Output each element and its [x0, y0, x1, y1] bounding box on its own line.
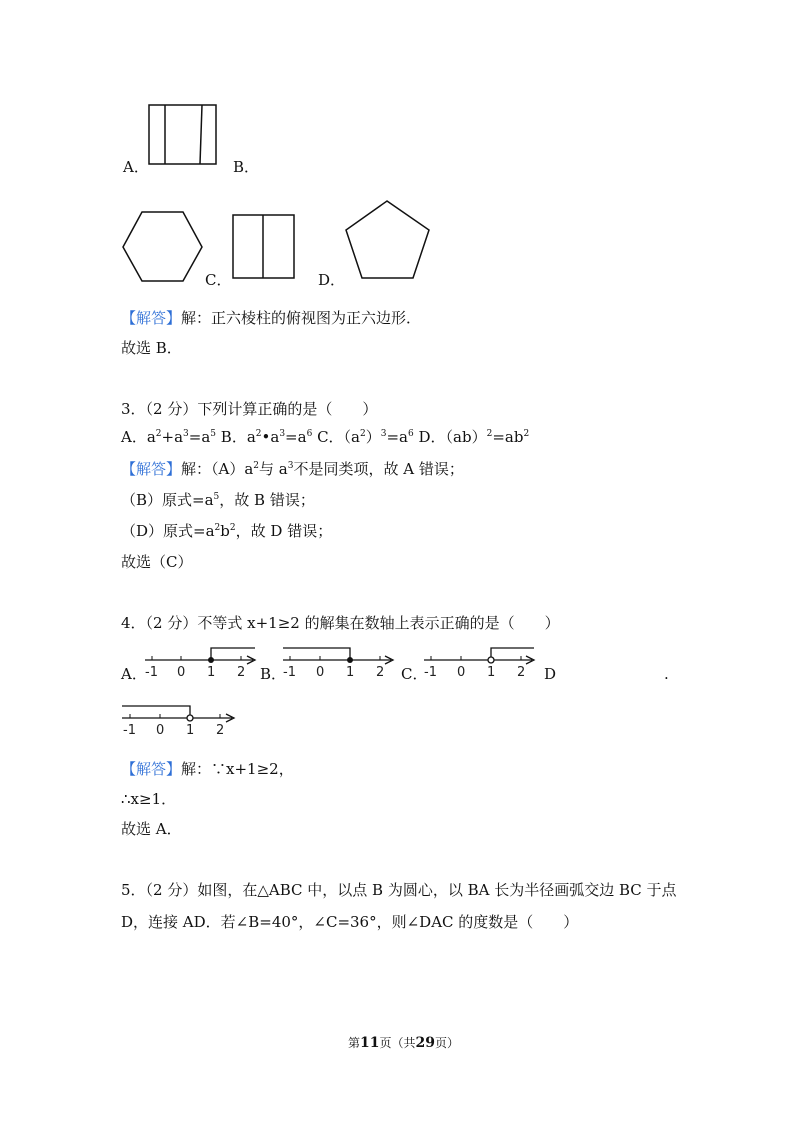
q4-answer — [121, 759, 294, 779]
answer-tag: 【解答】 — [121, 760, 182, 778]
q4-conclusion: 故选 A． — [121, 820, 182, 838]
q4-answer-line2: ∴x≥1． — [121, 790, 177, 808]
answer-text: 解：正六棱柱的俯视图为正六边形． — [181, 309, 422, 327]
number-line-c — [424, 644, 539, 678]
tick-label: 1 — [186, 723, 195, 738]
q3-conclusion: 故选（C） — [121, 553, 193, 571]
option-a-rectangle-figure — [148, 104, 218, 166]
q4-option-d-label: D — [544, 665, 557, 683]
option-d-label: D． — [318, 271, 346, 289]
tick-label: 0 — [156, 723, 165, 738]
tick-label: 2 — [237, 665, 246, 680]
q2-conclusion: 故选 B． — [121, 339, 182, 357]
tick-label: 0 — [177, 665, 186, 680]
tick-label: 1 — [346, 665, 355, 680]
page-footer: 第11页（共29页） — [348, 1035, 460, 1051]
q4-option-c-label: C． — [401, 665, 428, 683]
total-pages: 29 — [415, 1035, 435, 1051]
q4-option-d-dot: . — [664, 665, 669, 683]
option-a-label: A． — [123, 158, 149, 176]
q3-answer-line3: （D）原式$=a^2b^2$，故 D 错误； — [121, 522, 333, 540]
number-line-b — [283, 644, 398, 678]
q4-option-a-label: A． — [121, 665, 147, 683]
q3-options: A．$a^2+a^3=a^5$ B．$a^2•a^3=a^6$ C．$(a^2)^3=a^6$ D．$(ab)^2=ab^2$ — [121, 428, 530, 446]
tick-label: 2 — [517, 665, 526, 680]
tick-label: 0 — [457, 665, 466, 680]
q4-stem: 4．（2 分）不等式 x+1≥2 的解集在数轴上表示正确的是（ ） — [121, 614, 560, 632]
tick-label: 1 — [207, 665, 216, 680]
option-c-rectangle-figure — [232, 214, 296, 280]
number-line-d — [122, 702, 240, 736]
q3-answer-line1: 【解答】解：$(A)a^2$与 $a^3$不是同类项，故 A 错误； — [121, 460, 464, 478]
answer-tag: 【解答】 — [121, 309, 182, 327]
answer-tag: 【解答】 — [121, 460, 182, 478]
pentagon-figure — [345, 200, 431, 280]
q3-stem: 3．（2 分）下列计算正确的是（ ） — [121, 400, 378, 418]
tick-label: -1 — [145, 665, 158, 680]
tick-label: 2 — [216, 723, 225, 738]
answer-text: 解：∵x+1≥2， — [181, 760, 294, 778]
tick-label: 0 — [316, 665, 325, 680]
q2-answer — [121, 308, 421, 328]
tick-label: 2 — [376, 665, 385, 680]
number-line-a — [145, 644, 260, 678]
q4-option-b-label: B． — [260, 665, 287, 683]
option-c-label: C． — [205, 271, 232, 289]
hexagon-figure — [122, 211, 204, 283]
tick-label: 1 — [487, 665, 496, 680]
q3-answer-line2: （B）原式$=a^5$，故 B 错误； — [121, 491, 315, 509]
tick-label: -1 — [283, 665, 296, 680]
option-b-label: B． — [233, 158, 260, 176]
current-page: 11 — [360, 1035, 380, 1051]
q5-stem-line1: 5．（2 分）如图，在△ABC 中，以点 B 为圆心，以 BA 长为半径画弧交边 BC 于点 — [121, 881, 677, 899]
q5-stem-line2: D，连接 AD．若∠B=40°，∠C=36°，则∠DAC 的度数是（ ） — [121, 913, 579, 931]
tick-label: -1 — [123, 723, 136, 738]
tick-label: -1 — [424, 665, 437, 680]
